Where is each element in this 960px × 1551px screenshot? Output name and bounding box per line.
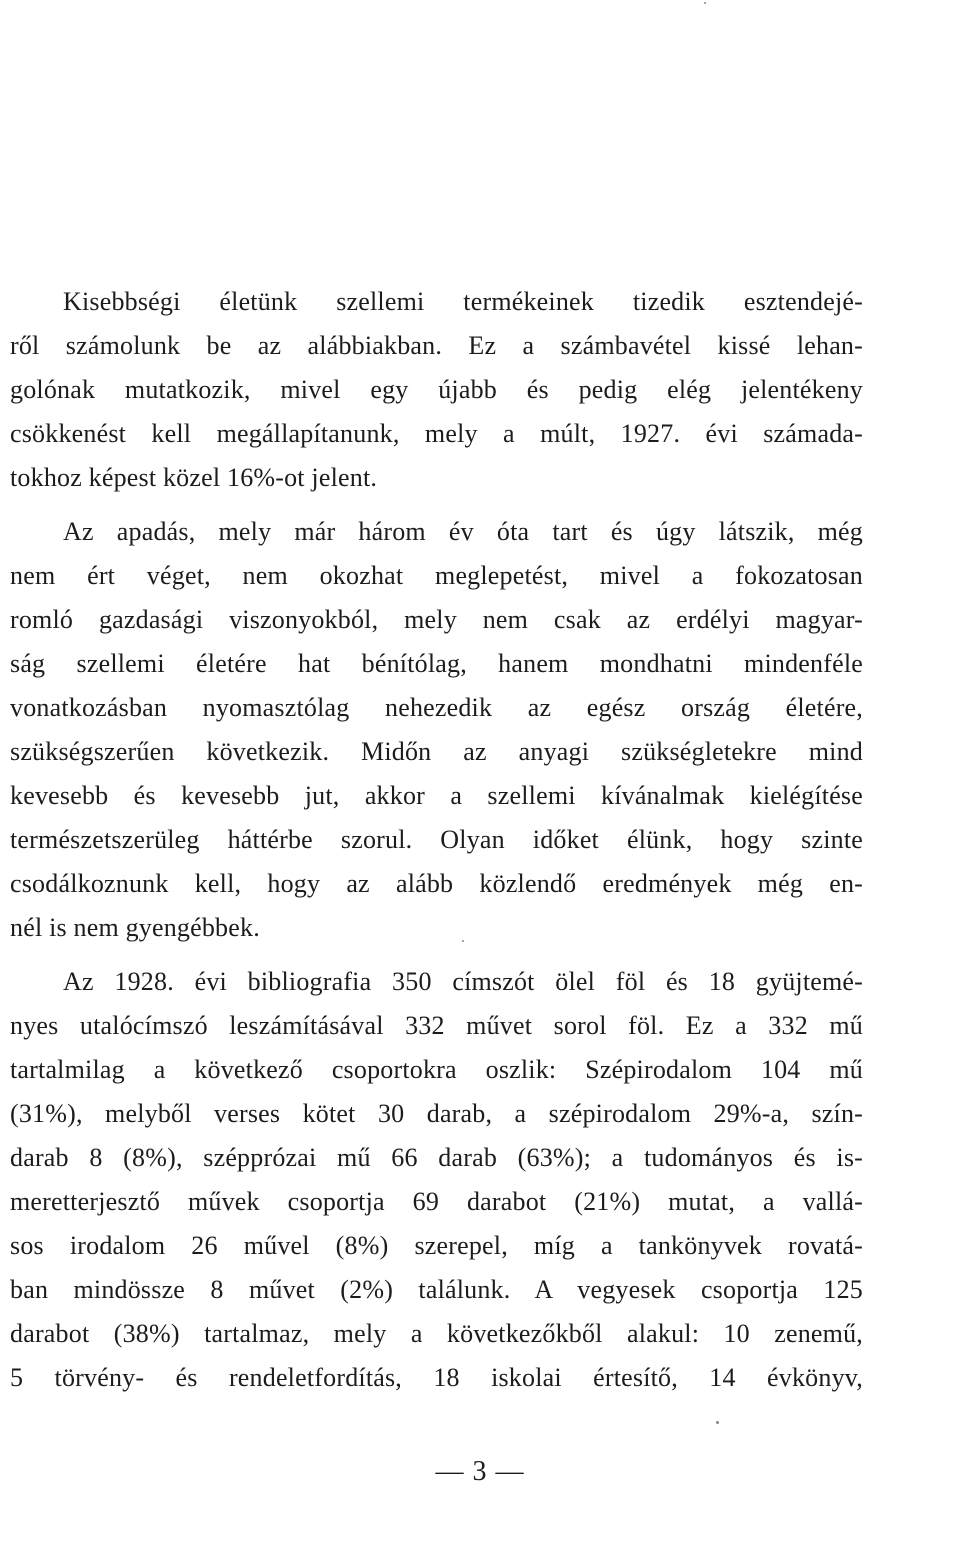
paragraph-3-line-1: Az 1928. évi bibliografia 350 címszót ölel föl és 18 gyüjtemé- (63, 967, 863, 996)
paragraph-2-line-10: nél is nem gyengébbek. (10, 913, 260, 942)
scan-speck (716, 1421, 719, 1424)
paragraph-1-line-5: tokhoz képest közel 16%-ot jelent. (10, 463, 378, 492)
paragraph-2-line-2: nem ért véget, nem okozhat meglepetést, mivel a fokozatosan (10, 561, 863, 590)
paragraph-3-line-7: sos irodalom 26 művel (8%) szerepel, míg a tankönyvek rovatá- (10, 1231, 863, 1260)
paragraph-2-line-6: szükségszerűen következik. Midőn az anyagi szükségletekre mind (10, 737, 863, 766)
paragraph-3-line-2: nyes utalócímszó leszámításával 332 művet sorol föl. Ez a 332 mű (10, 1011, 863, 1040)
paragraph-3-line-4: (31%), melyből verses kötet 30 darab, a szépirodalom 29%-a, szín- (10, 1099, 863, 1128)
paragraph-2-line-7: kevesebb és kevesebb jut, akkor a szellemi kívánalmak kielégítése (10, 781, 863, 810)
paragraph-2-line-1: Az apadás, mely már három év óta tart és úgy látszik, még (63, 517, 863, 546)
paragraph-2-line-3: romló gazdasági viszonyokból, mely nem csak az erdélyi magyar- (10, 605, 863, 634)
paragraph-2-line-4: ság szellemi életére hat bénítólag, hanem mondhatni mindenféle (10, 649, 863, 678)
paragraph-3-line-10: 5 törvény- és rendeletfordítás, 18 iskolai értesítő, 14 évkönyv, (10, 1363, 863, 1392)
paragraph-1-line-3: golónak mutatkozik, mivel egy újabb és pedig elég jelentékeny (10, 375, 863, 404)
paragraph-1-line-2: ről számolunk be az alábbiakban. Ez a számbavétel kissé lehan- (10, 331, 863, 360)
paragraph-1-line-4: csökkenést kell megállapítanunk, mely a múlt, 1927. évi számada- (10, 419, 863, 448)
scan-speck (704, 2, 706, 4)
paragraph-2-line-9: csodálkoznunk kell, hogy az alább közlendő eredmények még en- (10, 869, 863, 898)
paragraph-3-line-6: meretterjesztő művek csoportja 69 darabot (21%) mutat, a vallá- (10, 1187, 863, 1216)
paragraph-3-line-3: tartalmilag a következő csoportokra oszlik: Szépirodalom 104 mű (10, 1055, 863, 1084)
paragraph-3-line-9: darabot (38%) tartalmaz, mely a következőkből alakul: 10 zenemű, (10, 1319, 863, 1348)
paragraph-3-line-8: ban mindössze 8 művet (2%) találunk. A vegyesek csoportja 125 (10, 1275, 863, 1304)
paragraph-1-line-1: Kisebbségi életünk szellemi termékeinek tizedik esztendejé- (63, 287, 863, 316)
page-number: — 3 — (435, 1456, 525, 1487)
paragraph-3-line-5: darab 8 (8%), szépprózai mű 66 darab (63%); a tudományos és is- (10, 1143, 863, 1172)
scan-speck (462, 940, 464, 942)
paragraph-2-line-5: vonatkozásban nyomasztólag nehezedik az egész ország életére, (10, 693, 863, 722)
paragraph-2-line-8: természetszerüleg háttérbe szorul. Olyan időket élünk, hogy szinte (10, 825, 863, 854)
